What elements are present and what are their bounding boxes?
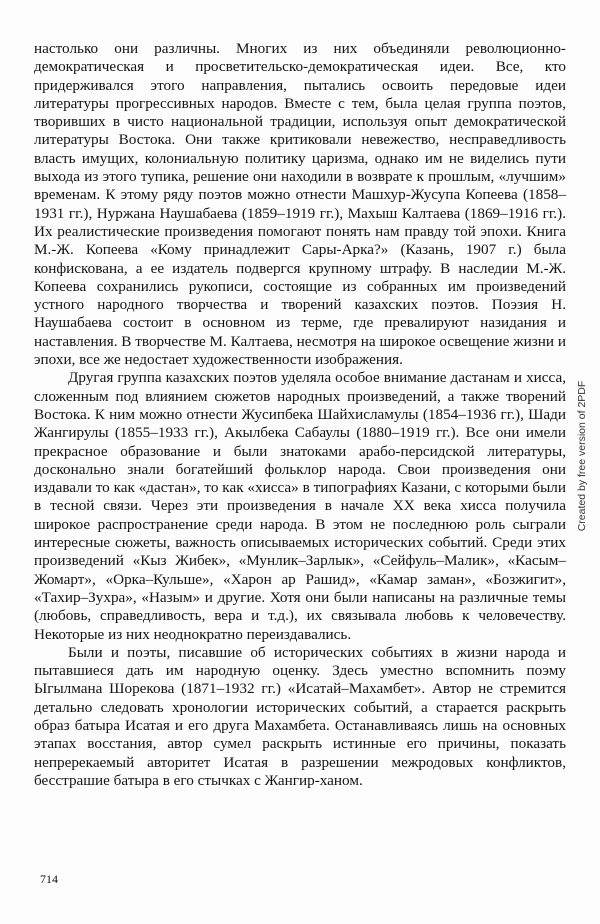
paragraph-3: Были и поэты, писавшие об исторических событиях в жизни народа и пытавшиеся дать им народную оценку. Здесь уместно вспомнить поэму Ыгылмана Шорекова (1871–1932 гг.) «Исатай–Махамбет». Автор не стремится детально следовать хронологии исторических событий, а старается раскрыть образ батыра Исатая и его друга Махамбета. Останавливаясь лишь на основных этапах восстания, автор сумел раскрыть истинные его причины, показать непререкаемый авторитет Исатая в разрешении межродовых конфликтов, бесстрашие батыра в его стычках с Жангир-ханом. — [34, 643, 566, 789]
page-number: 714 — [40, 872, 58, 886]
body-text — [34, 40, 566, 790]
paragraph-2: Другая группа казахских поэтов уделяла особое внимание дастанам и хисса, сложенным под влиянием сюжетов народных произведений, а также творений Востока. К ним можно отнести Жусипбека Шайхисламулы (1854–1936 гг.), Шади Жангирулы (1855–1933 гг.), Акылбека Сабаулы (1880–1919 гг.). Все они имели прекрасное образование и были знатоками арабо-персидской литературы, досконально знали богатейший фольклор народа. Свои произведения они издавали то как «дастан», то как «хисса» в типографиях Казани, с которыми были в тесной связи. Через эти произведения в начале XX века хисса получила широкое распространение среди народа. В этом не последнюю роль сыграли интересные сюжеты, важность описываемых исторических событий. Среди этих произведений «Кыз Жибек», «Мунлик–Зарлык», «Сейфуль–Малик», «Касым–Жомарт», «Орка–Кульше», «Харон ар Рашид», «Камар заман», «Бозжигит», «Тахир–Зухра», «Назым» и другие. Хотя они были написаны на различные темы (любовь, справедливость, вера и т.д.), их связывала любовь к человечеству. Некоторые из них неоднократно переиздавались. — [34, 369, 566, 643]
watermark-text: Created by free version of 2PDF — [576, 380, 588, 532]
paragraph-1: настолько они различны. Многих из них объединяли революционно-демократическая и просветительско-демократическая идеи. Все, кто придерживался этого направления, пытались освоить передовые идеи литературы прогрессивных народов. Вместе с тем, была целая группа поэтов, творивших в чисто национальной традиции, используя опыт демократической литературы Востока. Они также критиковали невежество, несправедливость власть имущих, колониальную политику царизма, однако им не виделись пути выхода из этого тупика, решение они находили в возврате к прошлым, «лучшим» временам. К этому ряду поэтов можно отнести Машхур-Жусупа Копеева (1858–1931 гг.), Нуржана Наушабаева (1859–1919 гг.), Махыш Калтаева (1869–1916 гг.). Их реалистические произведения помогают понять нам правду той эпохи. Книга М.-Ж. Копеева «Кому принадлежит Сары-Арка?» (Казань, 1907 г.) была конфискована, а ее издатель подвергся крупному штрафу. В наследии М.-Ж. Копеева сохранились рукописи, состоящие из собранных им произведений устного народного творчества и творений казахских поэтов. Поэзия Н. Наушабаева состоит в основном из терме, где превалируют назидания и наставления. В творчестве М. Калтаева, несмотря на широкое освещение жизни и эпохи, все же недостает художественности изображения. — [34, 40, 566, 369]
